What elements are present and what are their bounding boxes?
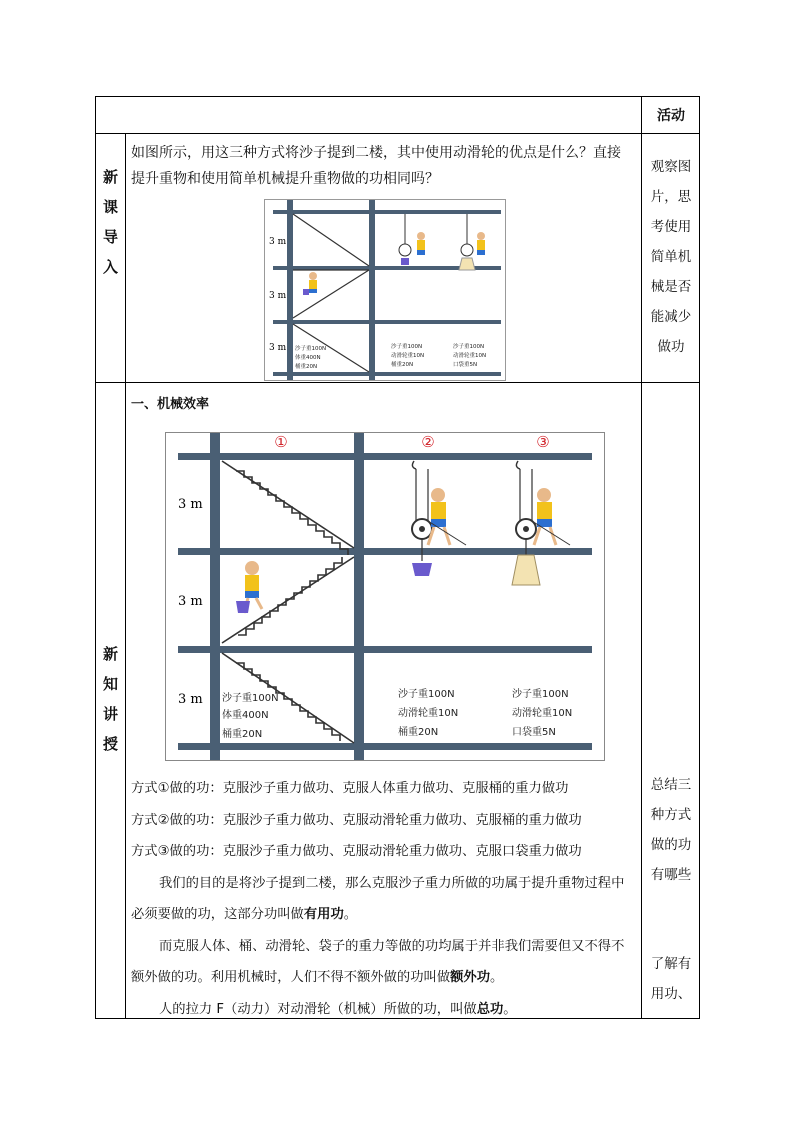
marker-1: ① bbox=[274, 433, 288, 451]
way-1-work: 方式①做的功：克服沙子重力做功、克服人体重力做功、克服桶的重力做功 bbox=[131, 781, 569, 796]
way1-text: 体重400N bbox=[295, 355, 321, 361]
way2-text: 动滑轮重10N bbox=[391, 353, 425, 359]
way-2-work: 方式②做的功：克服沙子重力做功、克服动滑轮重力做功、克服桶的重力做功 bbox=[131, 812, 582, 828]
way1-text: 体重400N bbox=[222, 710, 269, 721]
total-work-paragraph: 人的拉力 F（动力）对动滑轮（机械）所做的功，叫做总功。 bbox=[159, 1001, 517, 1017]
lesson-body bbox=[131, 773, 636, 1025]
height-label: 3 m bbox=[269, 343, 287, 353]
intro-figure bbox=[264, 199, 506, 381]
intro-row bbox=[95, 134, 700, 383]
way2-text: 桶重20N bbox=[398, 727, 439, 738]
way1-text: 沙子重100N bbox=[295, 346, 327, 352]
keyword-total-work: 总功 bbox=[476, 1001, 504, 1017]
floor-beam bbox=[178, 453, 592, 460]
way3-text: 动滑轮重10N bbox=[453, 353, 487, 359]
extra-work-paragraph: 而克服人体、桶、动滑轮、袋子的重力等做的功均属于并非我们需要但又不得不额外做的功。利用机械时，人们不得不额外做的功叫做额外功。 bbox=[131, 938, 625, 985]
floor-beam bbox=[178, 646, 592, 653]
floor-beam bbox=[178, 743, 592, 750]
way3-text: 口袋重5N bbox=[512, 727, 556, 738]
way2-text: 沙子重100N bbox=[391, 344, 423, 350]
intro-side-note: 观察图 片，思 考使用 简单机 械是否 能减少 做功 bbox=[650, 159, 692, 355]
way2-text: 沙子重100N bbox=[398, 689, 455, 700]
header-row bbox=[95, 96, 700, 134]
way2-text: 桶重20N bbox=[391, 362, 414, 368]
way1-text: 沙子重100N bbox=[222, 693, 279, 704]
column bbox=[369, 200, 375, 380]
marker-2: ② bbox=[421, 433, 435, 451]
main-figure bbox=[165, 432, 605, 761]
floor-beam bbox=[273, 320, 501, 324]
height-label: 3 m bbox=[178, 497, 203, 512]
column bbox=[354, 433, 364, 760]
marker-3: ③ bbox=[536, 433, 550, 451]
way-3-work: 方式③做的功：克服沙子重力做功、克服动滑轮重力做功、克服口袋重力做功 bbox=[131, 844, 582, 859]
learn-side-note: 了解有 用功、 bbox=[650, 956, 692, 1002]
height-label: 3 m bbox=[269, 237, 287, 247]
section-title: 一、机械效率 bbox=[131, 397, 210, 412]
floor-beam bbox=[273, 210, 501, 214]
way3-text: 沙子重100N bbox=[453, 344, 485, 350]
activity-header: 活动 bbox=[657, 108, 685, 124]
column bbox=[287, 200, 293, 380]
keyword-useful-work: 有用功 bbox=[303, 907, 344, 922]
new-lesson-row bbox=[95, 383, 700, 1019]
height-label: 3 m bbox=[269, 291, 287, 301]
way3-text: 口袋重5N bbox=[453, 362, 478, 368]
way2-text: 动滑轮重10N bbox=[398, 708, 459, 719]
keyword-extra-work: 额外功 bbox=[450, 970, 491, 985]
height-label: 3 m bbox=[178, 692, 203, 707]
useful-work-paragraph: 我们的目的是将沙子提到二楼，那么克服沙子重力所做的功属于提升重物过程中必须要做的功，这部分功叫做有用功。 bbox=[131, 875, 625, 922]
way3-text: 动滑轮重10N bbox=[512, 708, 573, 719]
way1-text: 桶重20N bbox=[295, 364, 318, 370]
intro-label: 新 课 导 入 bbox=[102, 168, 118, 276]
floor-beam bbox=[273, 372, 501, 376]
column bbox=[210, 433, 220, 760]
floor-beam bbox=[178, 548, 592, 555]
intro-question: 如图所示，用这三种方式将沙子提到二楼，其中使用动滑轮的优点是什么？直接提升重物和使用简单机械提升重物做的功相同吗？ bbox=[131, 145, 621, 187]
way3-text: 沙子重100N bbox=[512, 689, 569, 700]
new-lesson-label: 新 知 讲 授 bbox=[102, 645, 118, 753]
way1-text: 桶重20N bbox=[222, 729, 263, 740]
summary-side-note: 总结三 种方式 做的功 有哪些 bbox=[650, 777, 692, 883]
height-label: 3 m bbox=[178, 594, 203, 609]
